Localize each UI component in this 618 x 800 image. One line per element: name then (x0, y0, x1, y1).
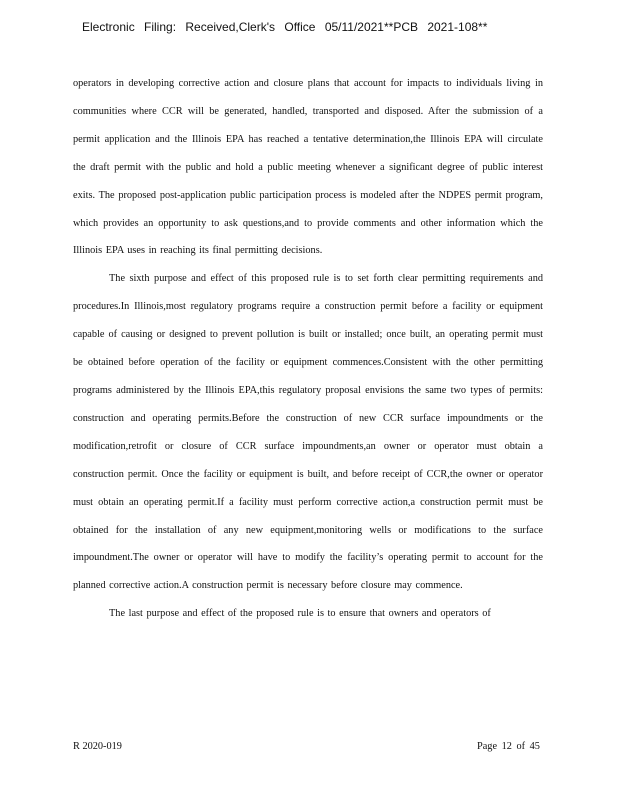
docket-number: R 2020-019 (73, 741, 122, 752)
page-number: Page 12 of 45 (477, 741, 540, 752)
body-paragraph: The last purpose and effect of the proposed rule is to ensure that owners and operators of (109, 608, 491, 620)
document-body (73, 70, 543, 628)
body-paragraph: operators in developing corrective action and closure plans that account for impacts to individuals living in communities where CCR will be generated, handled, transported and disposed. After the submission of a permit application and the Illinois EPA has reached a tentative determination,the Illinois EPA will circulate the draft permit with the public and hold a public meeting whenever a significant degree of public interest exits. The proposed post-application public participation process is modeled after the NDPES permit program, which provides an opportunity to ask questions,and to provide comments and other information which the Illinois EPA uses in reaching its final permitting decisions. (73, 78, 543, 257)
filing-header-stamp: Electronic Filing: Received,Clerk's Office 05/11/2021**PCB 2021-108** (82, 20, 488, 34)
body-paragraph: The sixth purpose and effect of this proposed rule is to set forth clear permitting requirements and procedures.In Illinois,most regulatory programs require a construction permit before a facility or equipment capable of causing or designed to prevent pollution is built or installed; once built, an operating permit must be obtained before operation of the facility or equipment commences.Consistent with the other permitting programs administered by the Illinois EPA,this regulatory proposal envisions the same two types of permits: construction and operating permits.Before the construction of new CCR surface impoundments or the modification,retrofit or closure of CCR surface impoundments,an owner or operator must obtain a construction permit. Once the facility or equipment is built, and before receipt of CCR,the owner or operator must obtain an operating permit.If a facility must perform corrective action,a construction permit must be obtained for the installation of any new equipment,monitoring wells or modifications to the surface impoundment.The owner or operator will have to modify the facility’s operating permit to account for the planned corrective action.A construction permit is necessary before closure may commence. (73, 273, 543, 592)
